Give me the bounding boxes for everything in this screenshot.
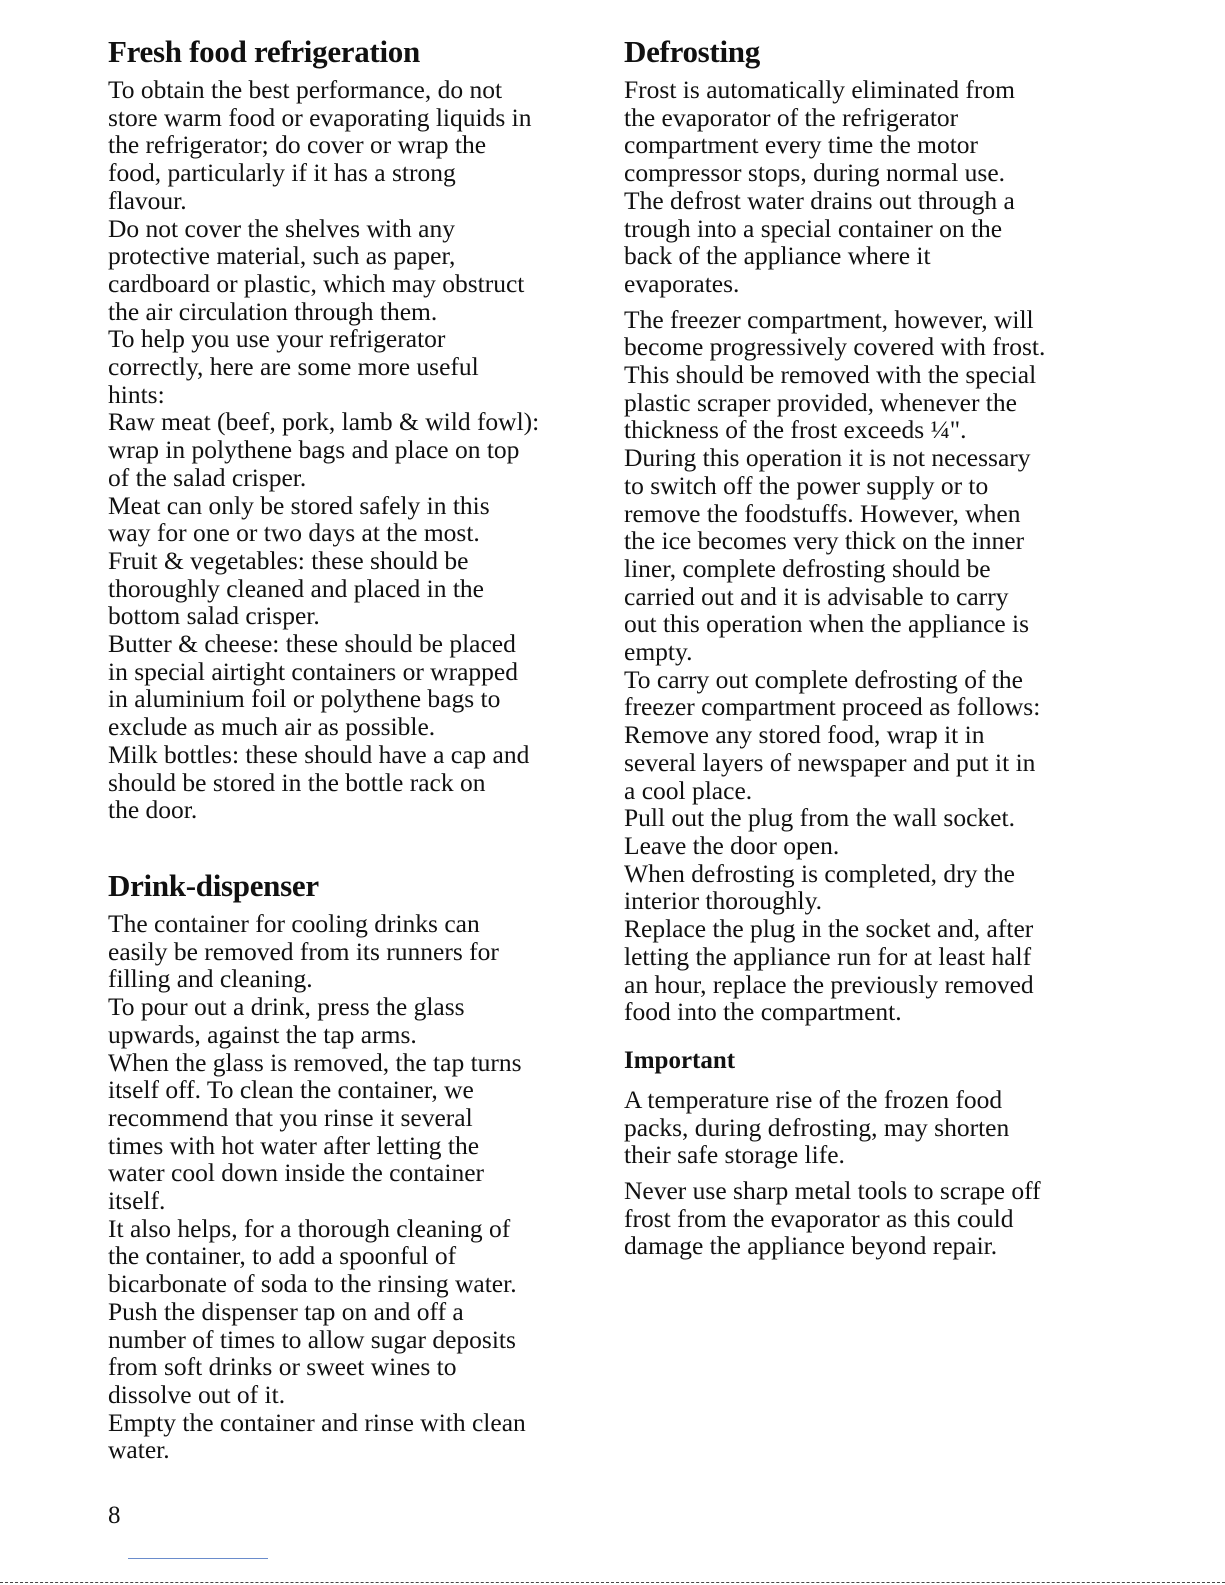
defrosting-line: remove the foodstuffs. However, when — [624, 498, 1021, 528]
fresh-food-line: To obtain the best performance, do not — [108, 75, 503, 104]
fresh-food-line: in special airtight containers or wrapped — [108, 656, 518, 686]
defrosting-line: compressor stops, during normal use. — [624, 158, 1006, 188]
defrosting-line: To carry out complete defrosting of the — [624, 664, 1023, 694]
defrosting-line: The freezer compartment, however, will — [624, 304, 1034, 334]
defrosting-line: a cool place. — [624, 775, 753, 805]
defrosting-line: trough into a special container on the — [624, 213, 1003, 243]
important-line: A temperature rise of the frozen food — [624, 1084, 1003, 1114]
drink-dispenser-line: filling and cleaning. — [108, 964, 313, 994]
fresh-food-line: Fruit & vegetables: these should be — [108, 545, 469, 575]
important-line: frost from the evaporator as this could — [624, 1203, 1014, 1233]
drink-dispenser-line: times with hot water after letting the — [108, 1130, 480, 1160]
fresh-food-line: thoroughly cleaned and placed in the — [108, 573, 484, 603]
fresh-food-line: Butter & cheese: these should be placed — [108, 629, 516, 659]
important-paragraph-2 — [624, 1177, 1124, 1260]
fresh-food-line: protective material, such as paper, — [108, 241, 456, 271]
drink-dispenser-line: number of times to allow sugar deposits — [108, 1324, 516, 1354]
fresh-food-line: should be stored in the bottle rack on — [108, 767, 486, 797]
fresh-food-line: bottom salad crisper. — [108, 601, 320, 631]
fresh-food-line: Meat can only be stored safely in this — [108, 490, 490, 520]
drink-dispenser-line: recommend that you rinse it several — [108, 1102, 473, 1132]
drink-dispenser-line: The container for cooling drinks can — [108, 908, 480, 938]
fresh-food-line: cardboard or plastic, which may obstruct — [108, 268, 525, 298]
drink-dispenser-line: water cool down inside the container — [108, 1158, 485, 1188]
fresh-food-line: hints: — [108, 379, 165, 409]
defrosting-line: thickness of the frost exceeds ¼". — [624, 415, 967, 445]
drink-dispenser-line: from soft drinks or sweet wines to — [108, 1352, 457, 1382]
section-spacer — [624, 1026, 1124, 1046]
drink-dispenser-line: easily be removed from its runners for — [108, 936, 499, 966]
defrosting-line: Frost is automatically eliminated from — [624, 75, 1015, 104]
defrosting-line: out this operation when the appliance is — [624, 609, 1030, 639]
defrosting-line: empty. — [624, 637, 693, 667]
fresh-food-line: store warm food or evaporating liquids in — [108, 102, 532, 132]
defrosting-line: back of the appliance where it — [624, 241, 931, 271]
drink-dispenser-text — [108, 910, 600, 1464]
defrosting-line: an hour, replace the previously removed — [624, 969, 1034, 999]
fresh-food-line: To help you use your refrigerator — [108, 324, 446, 354]
defrosting-heading: Defrosting — [624, 34, 760, 69]
drink-dispenser-line: dissolve out of it. — [108, 1379, 286, 1409]
defrosting-line: This should be removed with the special — [624, 360, 1037, 390]
important-line: damage the appliance beyond repair. — [624, 1231, 998, 1261]
defrosting-line: liner, complete defrosting should be — [624, 553, 991, 583]
defrosting-line: When defrosting is completed, dry the — [624, 858, 1015, 888]
fresh-food-line: flavour. — [108, 185, 187, 215]
fresh-food-line: exclude as much air as possible. — [108, 712, 436, 742]
fresh-food-line: in aluminium foil or polythene bags to — [108, 684, 501, 714]
defrosting-paragraph-2 — [624, 306, 1124, 1026]
drink-dispenser-line: itself off. To clean the container, we — [108, 1075, 474, 1105]
important-line: their safe storage life. — [624, 1140, 845, 1170]
drink-dispenser-line: To pour out a drink, press the glass — [108, 992, 465, 1022]
section-spacer — [108, 824, 600, 868]
defrosting-line: During this operation it is not necessary — [624, 443, 1031, 473]
footer-rule — [128, 1558, 268, 1559]
defrosting-line: to switch off the power supply or to — [624, 470, 989, 500]
drink-dispenser-line: It also helps, for a thorough cleaning of — [108, 1213, 511, 1243]
defrosting-paragraph-1 — [624, 76, 1124, 298]
fresh-food-line: the air circulation through them. — [108, 296, 438, 326]
defrosting-line: the evaporator of the refrigerator — [624, 102, 959, 132]
drink-dispenser-line: Empty the container and rinse with clean — [108, 1407, 526, 1437]
drink-dispenser-line: water. — [108, 1435, 170, 1465]
defrosting-line: freezer compartment proceed as follows: — [624, 692, 1041, 722]
defrosting-line: The defrost water drains out through a — [624, 185, 1015, 215]
fresh-food-line: wrap in polythene bags and place on top — [108, 435, 520, 465]
drink-dispenser-line: the container, to add a spoonful of — [108, 1241, 457, 1271]
fresh-food-heading: Fresh food refrigeration — [108, 34, 420, 69]
drink-dispenser-heading: Drink-dispenser — [108, 867, 319, 903]
drink-dispenser-line: When the glass is removed, the tap turns — [108, 1047, 522, 1077]
drink-dispenser-line: itself. — [108, 1186, 166, 1216]
defrosting-line: the ice becomes very thick on the inner — [624, 526, 1025, 556]
left-column — [108, 34, 600, 1464]
important-paragraph-1 — [624, 1086, 1124, 1169]
page-number: 8 — [108, 1502, 121, 1529]
drink-dispenser-line: bicarbonate of soda to the rinsing water. — [108, 1269, 517, 1299]
defrosting-line: food into the compartment. — [624, 997, 902, 1027]
defrosting-line: Leave the door open. — [624, 830, 840, 860]
defrosting-line: become progressively covered with frost. — [624, 332, 1046, 362]
defrosting-line: Replace the plug in the socket and, after — [624, 914, 1034, 944]
defrosting-line: plastic scraper provided, whenever the — [624, 387, 1017, 417]
fresh-food-line: Raw meat (beef, pork, lamb & wild fowl): — [108, 407, 540, 437]
defrosting-line: Remove any stored food, wrap it in — [624, 720, 985, 750]
important-line: Never use sharp metal tools to scrape off — [624, 1176, 1041, 1206]
defrosting-line: carried out and it is advisable to carry — [624, 581, 1009, 611]
drink-dispenser-line: upwards, against the tap arms. — [108, 1019, 417, 1049]
page-bottom-border — [0, 1582, 1225, 1583]
fresh-food-text — [108, 76, 600, 824]
fresh-food-line: the door. — [108, 795, 198, 825]
defrosting-line: interior thoroughly. — [624, 886, 823, 916]
defrosting-line: Pull out the plug from the wall socket. — [624, 803, 1015, 833]
defrosting-line: compartment every time the motor — [624, 130, 979, 160]
drink-dispenser-line: Push the dispenser tap on and off a — [108, 1296, 464, 1326]
fresh-food-line: of the salad crisper. — [108, 462, 307, 492]
fresh-food-line: way for one or two days at the most. — [108, 518, 480, 548]
fresh-food-line: food, particularly if it has a strong — [108, 158, 456, 188]
right-column — [624, 34, 1124, 1260]
fresh-food-line: the refrigerator; do cover or wrap the — [108, 130, 487, 160]
important-line: packs, during defrosting, may shorten — [624, 1112, 1010, 1142]
defrosting-line: several layers of newspaper and put it in — [624, 747, 1036, 777]
fresh-food-line: Do not cover the shelves with any — [108, 213, 456, 243]
important-heading: Important — [624, 1046, 736, 1074]
fresh-food-line: correctly, here are some more useful — [108, 352, 479, 382]
defrosting-line: letting the appliance run for at least half — [624, 941, 1032, 971]
fresh-food-line: Milk bottles: these should have a cap and — [108, 739, 530, 769]
defrosting-line: evaporates. — [624, 268, 740, 298]
